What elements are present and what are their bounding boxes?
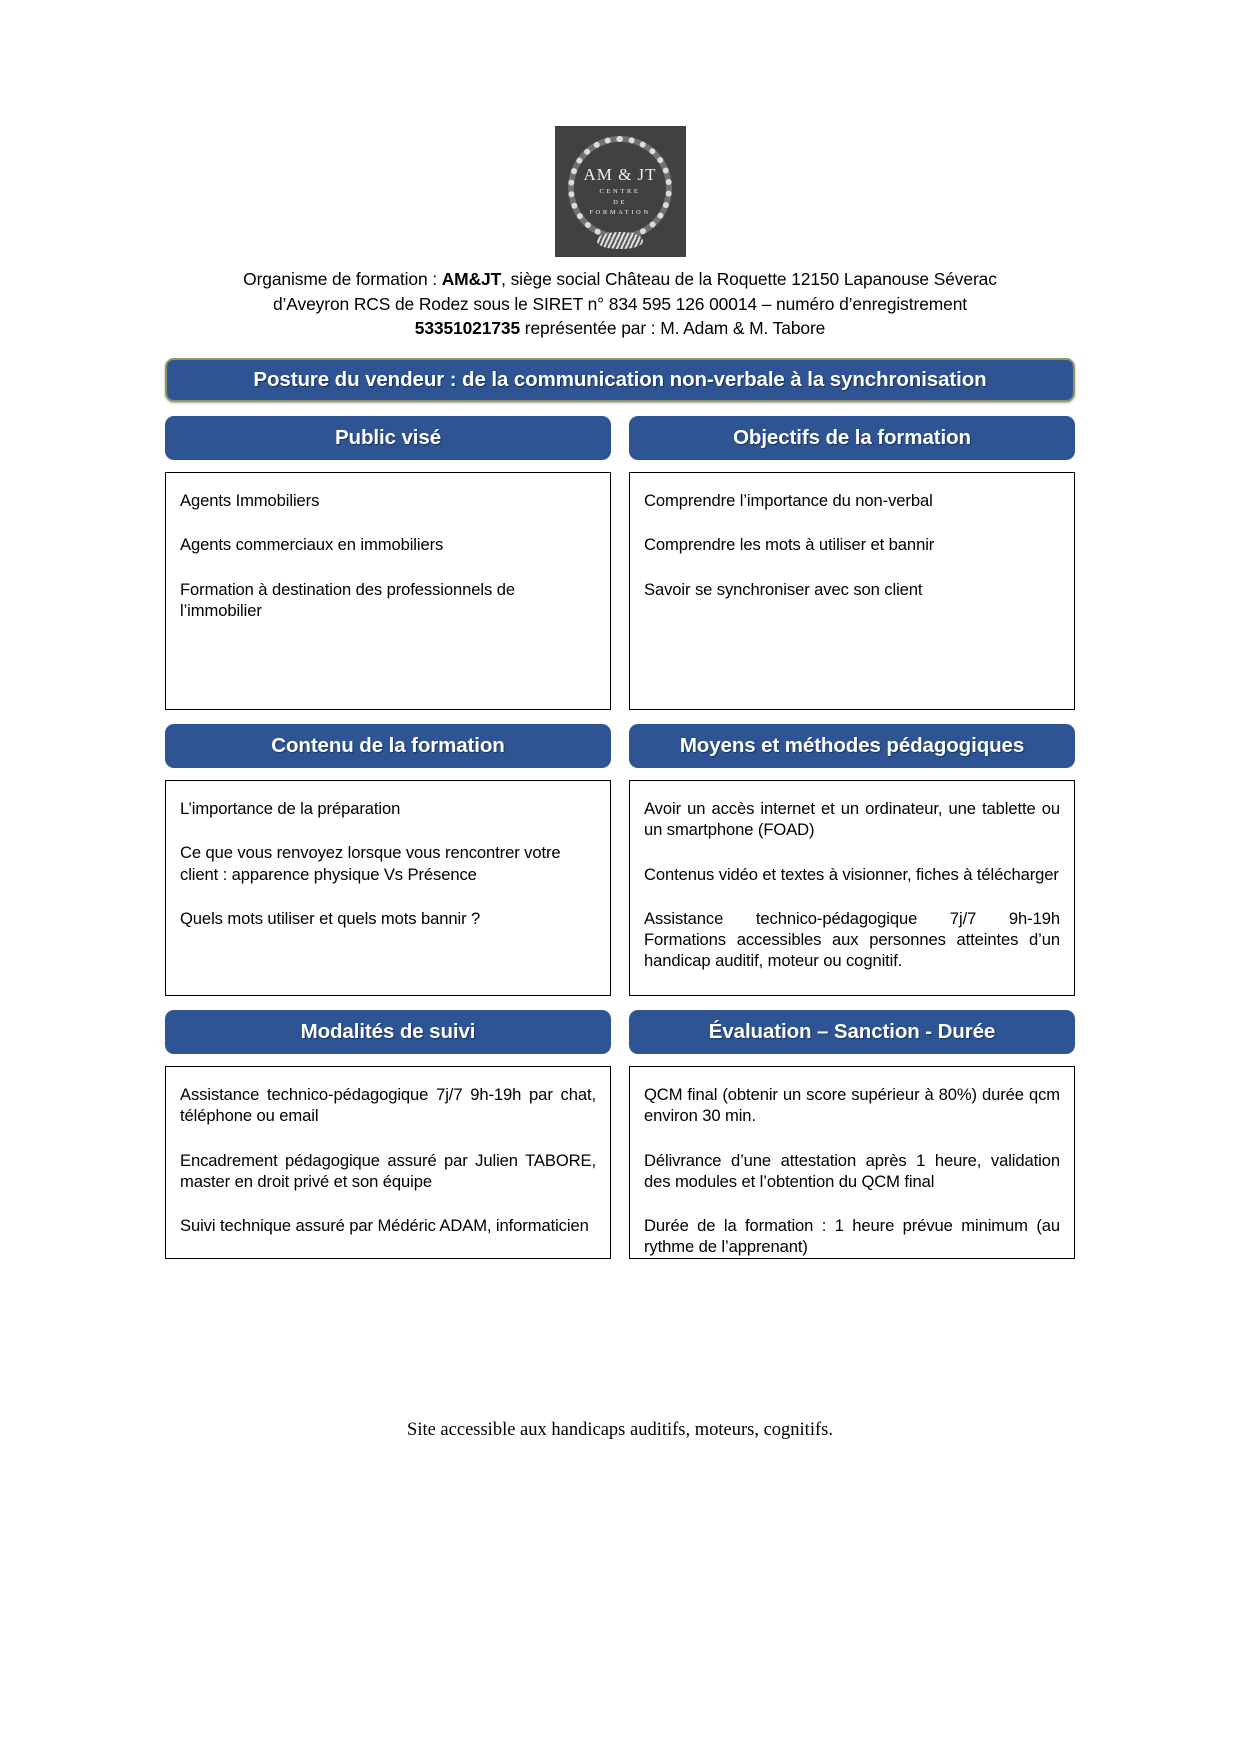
list-item: Comprendre les mots à utiliser et bannir	[644, 535, 935, 555]
column-evaluation	[629, 1010, 1075, 1259]
list-item: Avoir un accès internet et un ordinateur, une tablette ou un smartphone (FOAD)	[644, 799, 1060, 840]
section-header-public-vise	[165, 416, 611, 460]
section-header-contenu	[165, 724, 611, 768]
list-item: Encadrement pédagogique assuré par Julien TABORE, master en droit privé et son équipe	[180, 1150, 596, 1191]
section-header-moyens	[629, 724, 1075, 768]
list-item: Délivrance d’une attestation après 1 heure, validation des modules et l’obtention du QCM final	[644, 1150, 1060, 1191]
row-public-objectifs	[165, 416, 1075, 710]
section-body-objectifs	[629, 472, 1075, 710]
logo-line-centre: CENTRE	[599, 188, 641, 196]
list-item: QCM final (obtenir un score supérieur à 80%) durée qcm environ 30 min.	[644, 1085, 1060, 1126]
column-public-vise	[165, 416, 611, 710]
rope-knot-icon	[597, 232, 643, 249]
section-body-modalites	[165, 1066, 611, 1259]
section-body-contenu	[165, 780, 611, 996]
section-header-public-vise-label: Public visé	[334, 426, 441, 450]
header-line-1-bold: AM&JT	[441, 269, 502, 289]
header-line-1-suffix: , siège social Château de la Roquette 12150 Lapanouse Séverac	[501, 269, 997, 289]
training-title-text: Posture du vendeur : de la communication non-verbale à la synchronisation	[253, 368, 987, 392]
header-line-1-prefix: Organisme de formation :	[243, 269, 442, 289]
section-header-moyens-label: Moyens et méthodes pédagogiques	[679, 734, 1025, 758]
list-item: Assistance technico-pédagogique 7j/7 9h-19h Formations accessibles aux personnes atteintes d’un handicap auditif, moteur ou cognitif.	[644, 908, 1060, 971]
list-item: L’importance de la préparation	[180, 799, 401, 819]
section-header-objectifs	[629, 416, 1075, 460]
list-item: Ce que vous renvoyez lorsque vous rencontrer votre client : apparence physique Vs Présence	[180, 843, 561, 884]
list-item: Agents commerciaux en immobiliers	[180, 535, 444, 555]
list-item: Suivi technique assuré par Médéric ADAM, informaticien	[180, 1216, 589, 1236]
list-item: Assistance technico-pédagogique 7j/7 9h-19h par chat, téléphone ou email	[180, 1085, 596, 1126]
section-header-contenu-label: Contenu de la formation	[271, 734, 505, 758]
list-item: Formation à destination des professionnels de l’immobilier	[180, 579, 515, 620]
logo-text	[583, 166, 656, 217]
list-item: Contenus vidéo et textes à visionner, fiches à télécharger	[644, 864, 1059, 884]
header-line-3-bold: 53351021735	[414, 318, 521, 339]
organisation-header	[0, 267, 1240, 341]
column-contenu	[165, 724, 611, 996]
list-item: Savoir se synchroniser avec son client	[644, 579, 923, 599]
column-objectifs	[629, 416, 1075, 710]
row-modalites-evaluation	[165, 1010, 1075, 1259]
header-line-1	[0, 267, 1240, 292]
row-contenu-moyens	[165, 724, 1075, 996]
amjt-logo	[555, 126, 686, 257]
section-header-modalites-label: Modalités de suivi	[300, 1020, 476, 1044]
content-area	[165, 358, 1075, 1259]
logo-brand: AM & JT	[583, 165, 657, 185]
header-line-3-suffix: représentée par : M. Adam & M. Tabore	[520, 318, 826, 339]
column-moyens	[629, 724, 1075, 996]
column-modalites	[165, 1010, 611, 1259]
section-body-moyens	[629, 780, 1075, 996]
section-body-public-vise	[165, 472, 611, 710]
section-header-objectifs-label: Objectifs de la formation	[733, 426, 971, 450]
header-line-2: d’Aveyron RCS de Rodez sous le SIRET n° 834 595 126 00014 – numéro d’enregistrement	[272, 293, 968, 314]
section-header-modalites	[165, 1010, 611, 1054]
section-header-evaluation-label: Évaluation – Sanction - Durée	[708, 1020, 996, 1044]
list-item: Quels mots utiliser et quels mots bannir ?	[180, 908, 481, 928]
training-title-banner	[165, 358, 1075, 402]
header-line-3	[0, 316, 1240, 341]
page-footer	[0, 1420, 1240, 1441]
logo-line-formation: FORMATION	[589, 209, 651, 217]
list-item: Comprendre l’importance du non-verbal	[644, 491, 933, 511]
footer-text: Site accessible aux handicaps auditifs, moteurs, cognitifs.	[407, 1420, 833, 1440]
list-item: Agents Immobiliers	[180, 491, 320, 511]
list-item: Durée de la formation : 1 heure prévue minimum (au rythme de l’apprenant)	[644, 1216, 1060, 1257]
section-body-evaluation	[629, 1066, 1075, 1259]
logo-container	[0, 0, 1240, 257]
section-header-evaluation	[629, 1010, 1075, 1054]
logo-line-de: DE	[613, 198, 627, 206]
